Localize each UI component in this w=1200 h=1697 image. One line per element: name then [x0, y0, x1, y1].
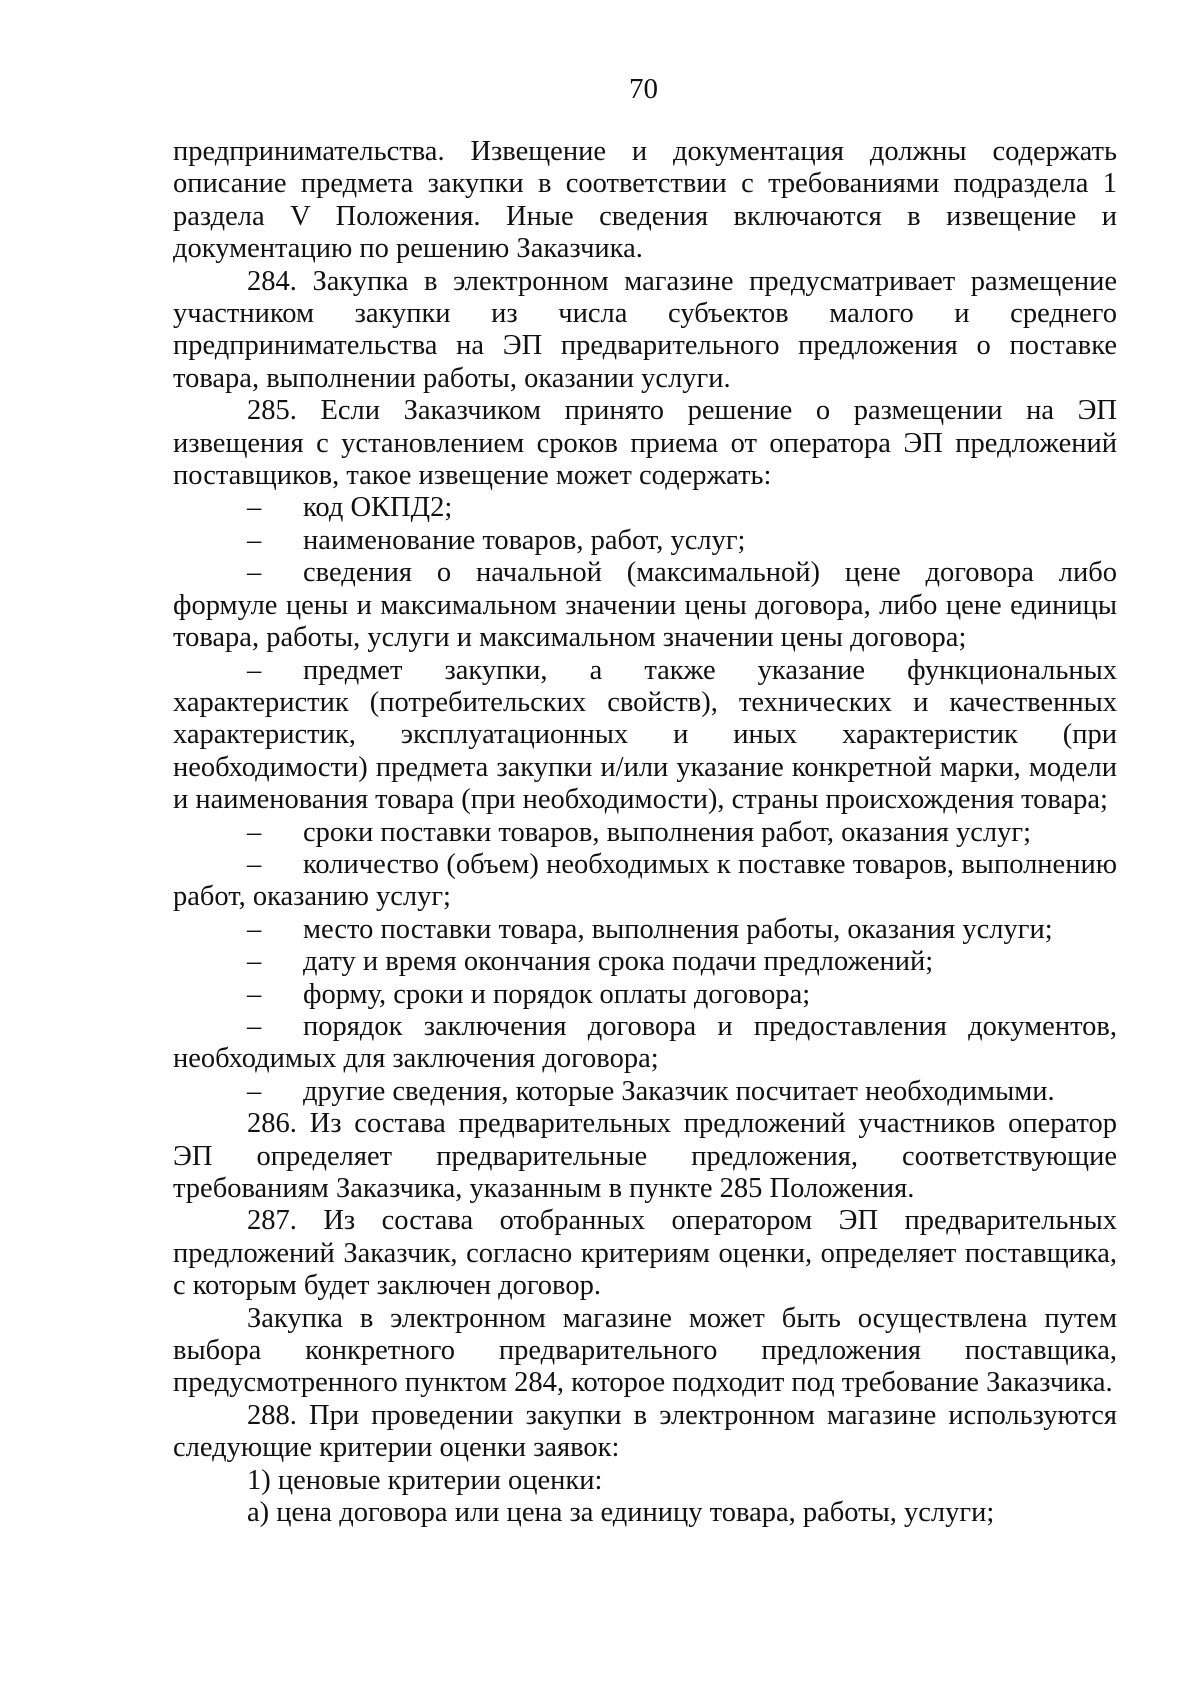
list-item — [173, 817, 1117, 849]
list-item — [173, 1076, 1117, 1108]
list-item-text: место поставки товара, выполнения работы, оказания услуги; — [303, 913, 1053, 945]
dash-marker: – — [247, 946, 262, 978]
dash-marker: – — [247, 1075, 262, 1107]
paragraph-text: 288. При проведении закупки в электронном магазине используются следующие критерии оценки заявок: — [173, 1399, 1117, 1464]
list-item — [173, 655, 1117, 817]
dash-marker: – — [247, 492, 262, 524]
paragraph — [173, 1497, 1117, 1529]
list-item-text: другие сведения, которые Заказчик посчитает необходимыми. — [303, 1075, 1055, 1107]
paragraph-text: 285. Если Заказчиком принято решение о размещении на ЭП извещения с установлением сроков приема от оператора ЭП предложений поставщиков, такое извещение может содержать: — [173, 395, 1117, 492]
list-item — [173, 849, 1117, 914]
list-item-text: количество (объем) необходимых к поставке товаров, выполнению работ, оказанию услуг; — [173, 848, 1117, 913]
list-item — [173, 1011, 1117, 1076]
dash-marker: – — [247, 557, 262, 589]
paragraph-text: 284. Закупка в электронном магазине предусматривает размещение участником закупки из числа субъектов малого и среднего предпринимательства на ЭП предварительного предложения о поставке товара, выполнении работы, оказании услуги. — [173, 265, 1117, 394]
paragraph — [173, 1303, 1117, 1400]
dash-marker: – — [247, 848, 262, 880]
paragraph — [173, 1205, 1117, 1302]
dash-marker: – — [247, 524, 262, 556]
document-body — [173, 136, 1117, 1529]
page-number: 70 — [629, 73, 658, 105]
list-item — [173, 946, 1117, 978]
paragraph — [173, 266, 1117, 396]
list-item-text: форму, сроки и порядок оплаты договора; — [303, 978, 811, 1010]
list-item — [173, 492, 1117, 524]
list-item — [173, 557, 1117, 654]
list-item — [173, 914, 1117, 946]
dash-marker: – — [247, 913, 262, 945]
paragraph-text: а) цена договора или цена за единицу товара, работы, услуги; — [247, 1497, 995, 1529]
paragraph-text: 1) ценовые критерии оценки: — [247, 1464, 603, 1496]
paragraph — [173, 136, 1117, 266]
list-item-text: дату и время окончания срока подачи предложений; — [303, 946, 934, 978]
list-item-text: код ОКПД2; — [303, 492, 453, 524]
list-item — [173, 979, 1117, 1011]
paragraph-text: Закупка в электронном магазине может быть осуществлена путем выбора конкретного предварительного предложения поставщика, предусмотренного пунктом 284, которое подходит под требование Заказчика. — [173, 1302, 1117, 1399]
paragraph — [173, 1108, 1117, 1205]
list-item — [173, 525, 1117, 557]
list-item-text: наименование товаров, работ, услуг; — [303, 524, 746, 556]
dash-marker: – — [247, 978, 262, 1010]
paragraph-text: предпринимательства. Извещение и документация должны содержать описание предмета закупки в соответствии с требованиями подраздела 1 раздела V Положения. Иные сведения включаются в извещение и документацию по решению Заказчика. — [173, 136, 1117, 265]
paragraph — [173, 395, 1117, 492]
paragraph-text: 286. Из состава предварительных предложений участников оператор ЭП определяет предварительные предложения, соответствующие требованиям Заказчика, указанным в пункте 285 Положения. — [173, 1108, 1117, 1204]
list-item-text: сроки поставки товаров, выполнения работ, оказания услуг; — [303, 816, 1032, 848]
dash-marker: – — [247, 654, 262, 686]
dash-marker: – — [247, 1010, 262, 1042]
list-item-text: порядок заключения договора и предоставления документов, необходимых для заключения договора; — [173, 1010, 1117, 1075]
paragraph — [173, 1465, 1117, 1497]
paragraph — [173, 1400, 1117, 1465]
dash-marker: – — [247, 816, 262, 848]
list-item-text: предмет закупки, а также указание функциональных характеристик (потребительских свойств), технических и качественных характеристик, эксплуатационных и иных характеристик (при необходимости) предмета закупки и/или указание конкретной марки, модели и наименования товара (при необходимости), страны происхождения товара; — [173, 654, 1117, 816]
paragraph-text: 287. Из состава отобранных оператором ЭП предварительных предложений Заказчик, согласно критериям оценки, определяет поставщика, с которым будет заключен договор. — [173, 1205, 1117, 1302]
list-item-text: сведения о начальной (максимальной) цене договора либо формуле цены и максимальном значении цены договора, либо цене единицы товара, работы, услуги и максимальном значении цены договора; — [173, 557, 1117, 654]
